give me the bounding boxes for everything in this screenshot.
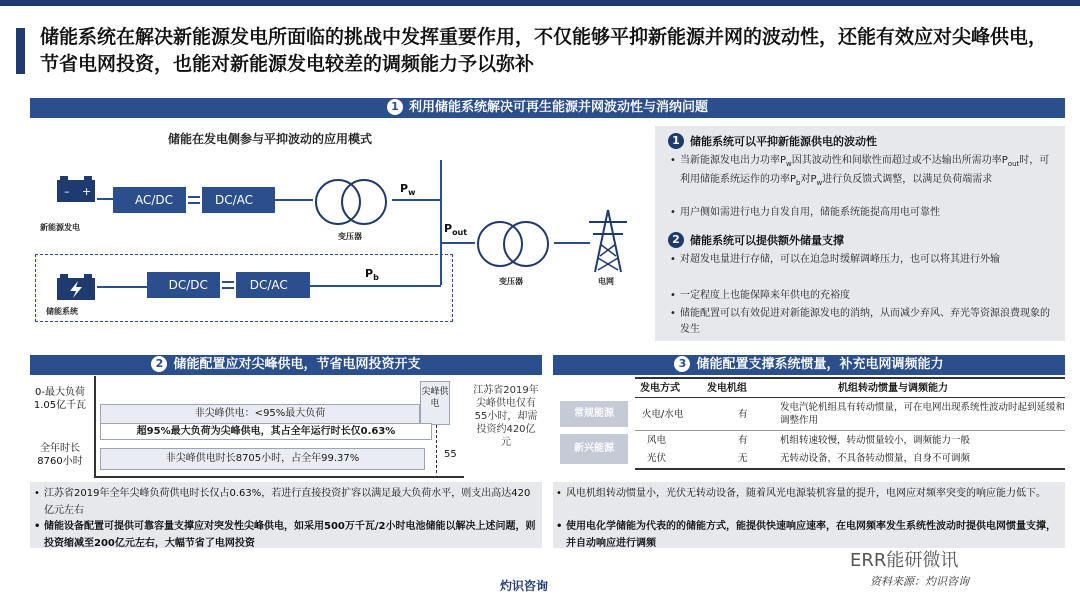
point2-heading: [668, 232, 844, 248]
row-wind-unit: 有: [738, 435, 748, 446]
point1-bullet-2: • 用户侧如需进行电力自发自用，储能系统能提高用电可靠性: [680, 205, 1058, 221]
label-grid: 电网: [598, 277, 614, 286]
section2-number: 2: [151, 356, 167, 372]
row-pv-desc: 无转动设备，不具备转动惯量，自身不可调频: [780, 453, 971, 464]
connector: [310, 285, 441, 287]
peak-supply-bar: 尖峰供电: [420, 381, 450, 425]
capacitor-gap: [186, 186, 202, 216]
label-storage: 储能系统: [46, 307, 78, 316]
connector: [97, 286, 149, 288]
tag-conventional: 常规能源: [560, 401, 628, 427]
table-header-rule: [635, 397, 1065, 398]
acdc-label: AC/DC: [134, 193, 174, 207]
table-bottom-rule: [635, 468, 1065, 470]
svg-text:–: –: [64, 185, 70, 198]
row-pv-unit: 无: [738, 453, 748, 464]
label-new-energy: 新能源发电: [40, 223, 80, 232]
section2-note-2: • 储能设备配置可提供可靠容量支撑应对突发性尖峰供电，如采用500万千瓦/2小时电池储能以解决上述问题，则投资缩减至200亿元左右，大幅节省了电网投资: [44, 518, 536, 552]
non-peak-load-bar: 非尖峰供电：<95%最大负荷: [100, 404, 420, 424]
section3-note-2: • 使用电化学储能为代表的的储能方式，能提供快速响应速率，在电网频率发生系统性波动时提供电网惯量支撑，并自动响应进行调频: [566, 518, 1058, 552]
title-accent-bar: [16, 28, 25, 74]
transformer-icon-2: [472, 218, 554, 270]
point2-number: 2: [668, 232, 684, 248]
jiangsu-peak-label: 江苏省2019年尖峰供电仅有55小时，却需投资约420亿元: [473, 385, 539, 448]
peak-hours-value: 55: [444, 449, 457, 460]
section3-title: 储能配置支撑系统惯量，补充电网调频能力: [696, 357, 944, 372]
pw-subscript: w: [408, 188, 416, 198]
subscript: out: [1007, 160, 1020, 168]
section1-title: 利用储能系统解决可再生能源并网波动性与消纳问题: [408, 100, 708, 115]
bullet-text: 时，可利用储能系统运作的功率P: [680, 155, 1050, 185]
dcdc-label: DC/DC: [168, 278, 208, 292]
battery-source-icon: [56, 172, 96, 204]
section2-title: 储能配置应对尖峰供电，节省电网投资开支: [173, 357, 421, 372]
pw-symbol: P: [400, 182, 409, 195]
pout-label: [444, 222, 467, 237]
max-load-label: 0-最大负荷 1.05亿千瓦: [33, 387, 87, 411]
pout-subscript: out: [452, 228, 468, 238]
bullet-text: 因其波动性和间歇性而超过或不达输出所需功率P: [791, 155, 1008, 166]
point2-bullet-2: • 一定程度上也能保障来年供电的充裕度: [680, 288, 1058, 304]
label-transformer-1: 变压器: [338, 232, 362, 241]
annual-hours-label: 全年时长 8760小时: [37, 443, 83, 467]
bullet-text: 进行负反馈式调整，以满足负荷端需求: [822, 174, 993, 185]
section3-number: 3: [674, 356, 690, 372]
connector: [392, 199, 440, 201]
tag-emerging: 新兴能源: [560, 434, 628, 464]
x-axis-line: [94, 476, 464, 478]
th-mode: 发电方式: [640, 383, 680, 394]
point2-bullet-1: • 对超发电量进行存储，可以在迫急时缓解调峰压力，也可以将其进行外输: [680, 252, 1058, 268]
section1-number: 1: [387, 99, 403, 115]
th-desc: 机组转动惯量与调频能力: [838, 383, 948, 394]
point1-heading: [668, 133, 877, 149]
storage-battery-icon: [56, 270, 96, 302]
pout-symbol: P: [444, 222, 453, 235]
point1-bullet-1: [680, 153, 1058, 191]
power-tower-icon: [585, 208, 631, 274]
subscript: w: [816, 179, 823, 187]
row-wind-mode: 风电: [647, 435, 667, 446]
pb-subscript: b: [373, 273, 379, 283]
dcac-label-top: DC/AC: [214, 193, 254, 207]
point2-bullet-3: • 储能配置可以有效促进对新能源发电的消纳，从而减少弃风、弃光等资源浪费现象的发生: [680, 306, 1058, 338]
table-top-rule: [635, 377, 1065, 379]
capacitor-gap: [220, 271, 236, 301]
peak-highlight-text: 超95%最大负荷为尖峰供电，其占全年运行时长仅0.63%: [100, 423, 432, 440]
section3-header: [553, 355, 1065, 375]
section3-note-1: • 风电机组转动惯量小，光伏无转动设备，随着风光电源装机容量的提升，电网应对频率突变的响应能力低下。: [566, 485, 1058, 502]
capacitor-plate: [222, 281, 234, 283]
row-thermal-desc: 发电汽轮机组具有转动惯量，可在电网出现系统性波动时起到延缓和调整作用: [780, 402, 1066, 426]
pw-label: [400, 182, 415, 197]
wechat-account-tag: ERR能研微讯: [850, 550, 959, 571]
y-axis-line: [94, 376, 96, 478]
diagram-title: 储能在发电侧参与平抑波动的应用模式: [167, 132, 372, 146]
capacitor-plate: [188, 202, 200, 204]
svg-text:+: +: [82, 185, 92, 198]
th-unit: 发电机组: [707, 383, 747, 394]
peak-divider: [436, 425, 437, 473]
subscript: w: [786, 160, 792, 168]
table-row-rule: [635, 430, 1065, 431]
non-peak-duration-bar: 非尖峰供电时长8705小时，占全年99.37%: [100, 448, 425, 470]
capacitor-plate: [188, 196, 200, 198]
point2-title: 储能系统可以提供额外储量支撑: [690, 234, 844, 247]
converter-bottom: [147, 272, 310, 298]
label-transformer-2: 变压器: [499, 277, 523, 286]
capacitor-plate: [222, 287, 234, 289]
bullet-text: 当新能源发电出力功率P: [680, 155, 787, 166]
connector: [441, 242, 475, 244]
row-wind-desc: 机组转速较慢，转动惯量较小，调频能力一般: [780, 435, 971, 446]
bullet-text: 对P: [800, 174, 817, 185]
footer-logo: 灼识咨询: [500, 579, 549, 593]
point1-title: 储能系统可以平抑新能源供电的波动性: [690, 135, 877, 148]
point1-number: 1: [668, 133, 684, 149]
subscript: b: [796, 179, 801, 187]
section1-header: [30, 98, 1065, 118]
page-title: 储能系统在解决新能源发电所面临的挑战中发挥重要作用，不仅能够平抑新能源并网的波动性，还能有效应对尖峰供电，节省电网投资，也能对新能源发电较差的调频能力予以弥补: [40, 26, 1048, 75]
pb-symbol: P: [365, 267, 374, 280]
footer-source: 资料来源：灼识咨询: [870, 575, 969, 588]
converter-top: [113, 187, 275, 213]
section2-header: [30, 355, 542, 375]
row-pv-mode: 光伏: [647, 453, 667, 464]
row-thermal-mode: 火电/水电: [642, 409, 684, 420]
section2-note-1: • 江苏省2019年全年尖峰负荷供电时长仅占0.63%，若进行直接投资扩容以满足最大负荷水平，则支出高达420亿元左右: [44, 485, 536, 519]
dcac-label-bottom: DC/AC: [249, 278, 288, 292]
top-stripe: [0, 0, 1080, 6]
transformer-icon-1: [310, 176, 392, 228]
pb-label: [365, 267, 379, 282]
row-thermal-unit: 有: [738, 409, 748, 420]
connector: [275, 199, 313, 201]
